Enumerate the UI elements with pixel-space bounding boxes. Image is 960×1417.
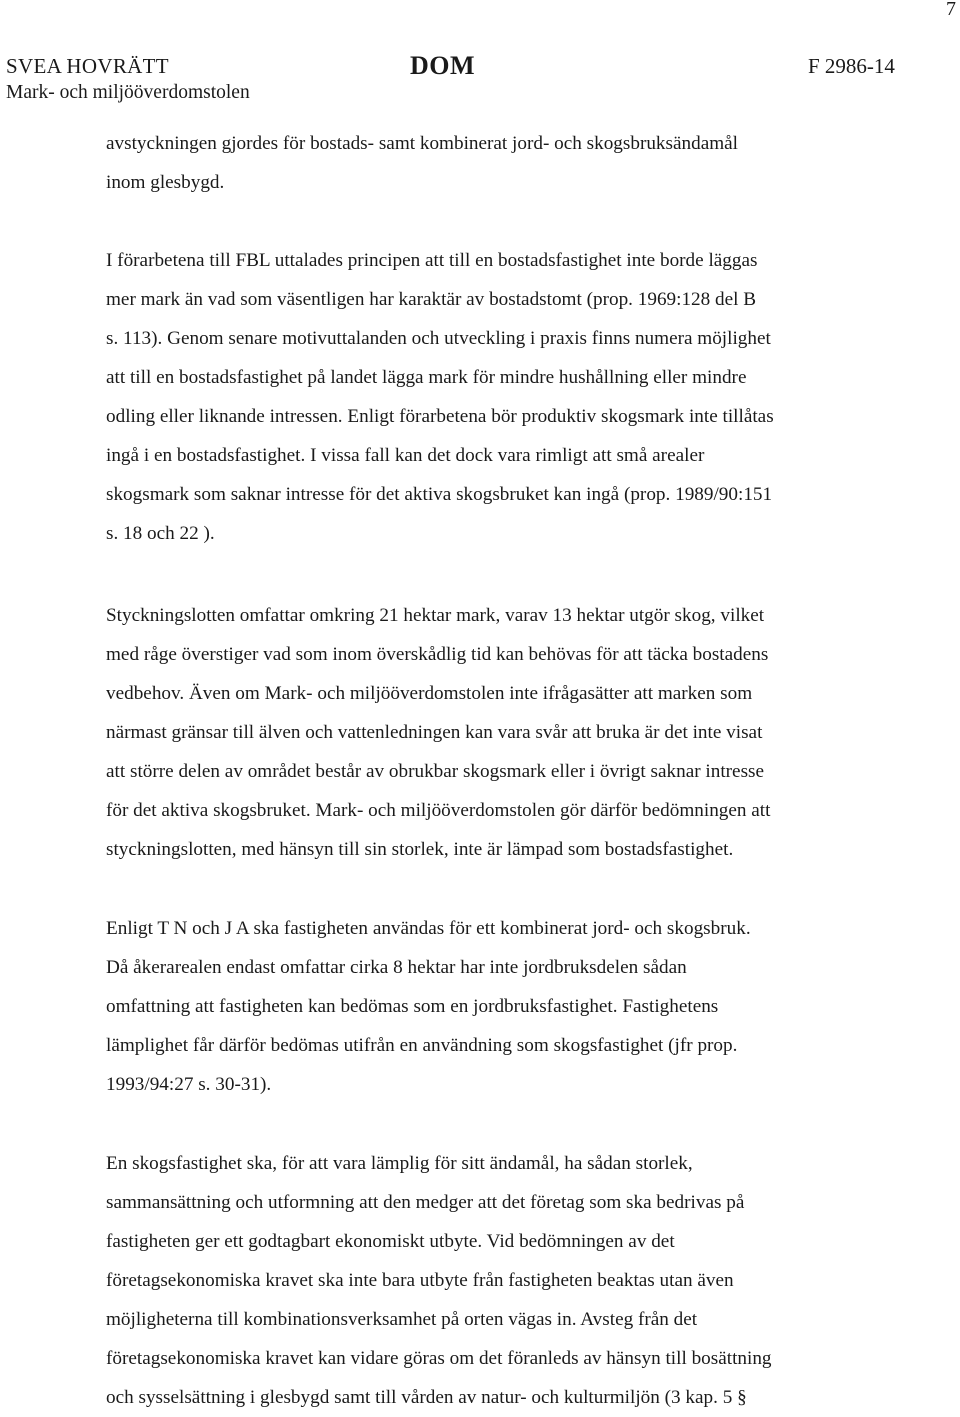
text-line: 1993/94:27 s. 30-31). xyxy=(106,1074,272,1095)
text-line: mer mark än vad som väsentligen har karaktär av bostadstomt (prop. 1969:128 del B xyxy=(106,289,757,310)
text-line: företagsekonomiska kravet kan vidare göras om det föranleds av hänsyn till bosättning xyxy=(106,1348,772,1369)
paragraph xyxy=(106,241,906,553)
text-line: vedbehov. Även om Mark- och miljööverdomstolen inte ifrågasätter att marken som xyxy=(106,683,753,704)
text-line: sammansättning och utformning att den medger att det företag som ska bedrivas på xyxy=(106,1192,745,1213)
text-line: Styckningslotten omfattar omkring 21 hektar mark, varav 13 hektar utgör skog, vilket xyxy=(106,605,765,626)
document-type: DOM xyxy=(410,51,476,80)
text-line: omfattning att fastigheten kan bedömas som en jordbruksfastighet. Fastighetens xyxy=(106,996,719,1017)
text-line: närmast gränsar till älven och vattenledningen kan vara svår att bruka är det inte visat xyxy=(106,722,763,743)
text-line: avstyckningen gjordes för bostads- samt kombinerat jord- och skogsbruksändamål xyxy=(106,133,738,154)
text-line: s. 113). Genom senare motivuttalanden och utveckling i praxis finns numera möjlighet xyxy=(106,328,771,349)
paragraph xyxy=(106,909,906,1104)
text-line: företagsekonomiska kravet ska inte bara utbyte från fastigheten beaktas utan även xyxy=(106,1270,734,1291)
text-line: och sysselsättning i glesbygd samt till vården av natur- och kulturmiljön (3 kap. 5 § xyxy=(106,1387,747,1408)
text-line: lämplighet får därför bedömas utifrån en användning som skogsfastighet (jfr prop. xyxy=(106,1035,738,1056)
court-subname: Mark- och miljööverdomstolen xyxy=(6,82,250,103)
text-line: Enligt T N och J A ska fastigheten användas för ett kombinerat jord- och skogsbruk. xyxy=(106,918,751,939)
case-number: F 2986-14 xyxy=(808,54,895,78)
text-line: I förarbetena till FBL uttalades principen att till en bostadsfastighet inte borde läggas xyxy=(106,250,758,271)
paragraph xyxy=(106,596,906,869)
text-line: fastigheten ger ett godtagbart ekonomiskt utbyte. Vid bedömningen av det xyxy=(106,1231,675,1252)
page-number: 7 xyxy=(946,0,956,20)
paragraph xyxy=(106,1144,906,1417)
text-line: En skogsfastighet ska, för att vara lämplig för sitt ändamål, ha sådan storlek, xyxy=(106,1153,693,1174)
text-line: ingå i en bostadsfastighet. I vissa fall kan det dock vara rimligt att små arealer xyxy=(106,445,705,466)
text-line: för det aktiva skogsbruket. Mark- och miljööverdomstolen gör därför bedömningen att xyxy=(106,800,771,821)
court-name: SVEA HOVRÄTT xyxy=(6,54,169,78)
text-line: att till en bostadsfastighet på landet lägga mark för mindre hushållning eller mindre xyxy=(106,367,747,388)
text-line: odling eller liknande intressen. Enligt förarbetena bör produktiv skogsmark inte tillåtas xyxy=(106,406,774,427)
text-line: möjligheterna till kombinationsverksamhet på orten vägas in. Avsteg från det xyxy=(106,1309,698,1330)
text-line: med råge överstiger vad som inom överskådlig tid kan behövas för att täcka bostadens xyxy=(106,644,769,665)
text-line: inom glesbygd. xyxy=(106,172,225,193)
text-line: Då åkerarealen endast omfattar cirka 8 hektar har inte jordbruksdelen sådan xyxy=(106,957,687,978)
text-line: s. 18 och 22 ). xyxy=(106,523,215,544)
text-line: skogsmark som saknar intresse för det aktiva skogsbruket kan ingå (prop. 1989/90:151 xyxy=(106,484,773,505)
paragraph xyxy=(106,124,906,202)
text-line: styckningslotten, med hänsyn till sin storlek, inte är lämpad som bostadsfastighet. xyxy=(106,839,734,860)
text-line: att större delen av området består av obrukbar skogsmark eller i övrigt saknar intresse xyxy=(106,761,765,782)
